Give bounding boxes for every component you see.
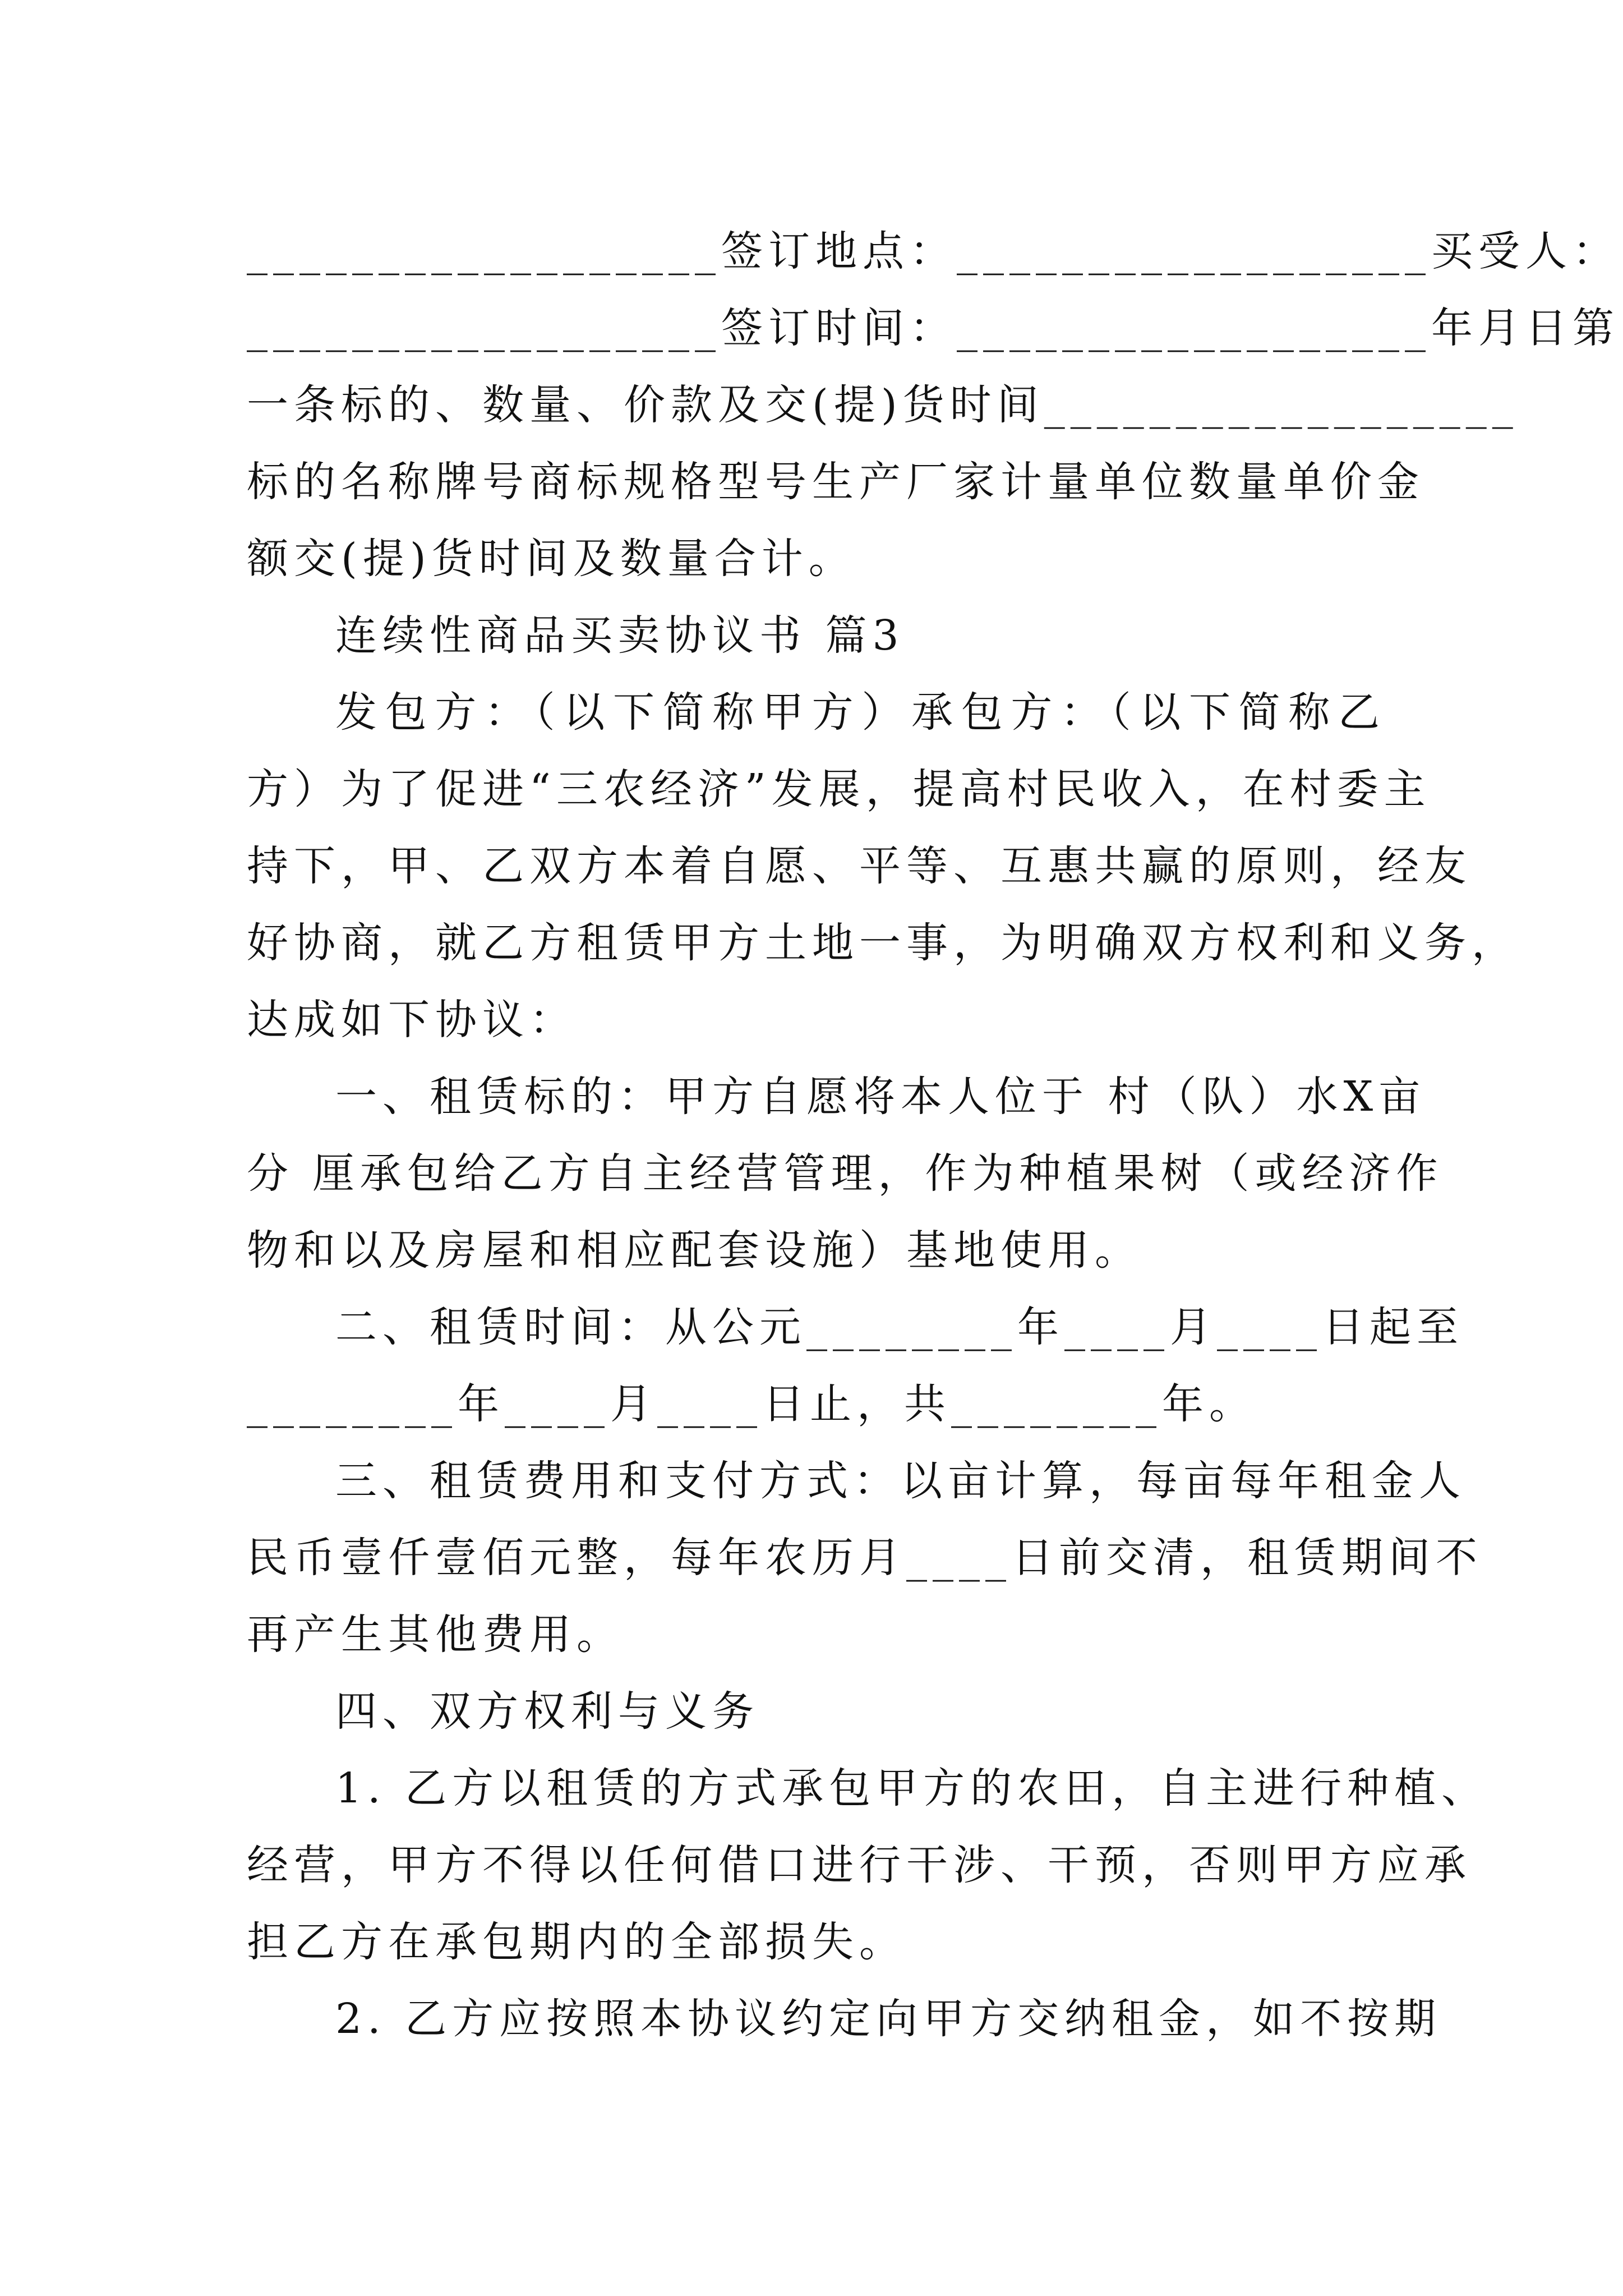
text-line: 二、租赁时间：从公元________年____月____日起至 bbox=[335, 1303, 1464, 1351]
section-title: 连续性商品买卖协议书 篇3 bbox=[335, 611, 905, 660]
text-line: 持下，甲、乙双方本着自愿、平等、互惠共赢的原则，经友 bbox=[247, 842, 1472, 890]
text-line: 再产生其他费用。 bbox=[247, 1611, 624, 1659]
text-line: 方）为了促进“三农经济”发展，提高村民收入，在村委主 bbox=[247, 765, 1431, 813]
text-line: __________________签订时间：__________________年月日第 bbox=[247, 304, 1620, 352]
text-line: 物和以及房屋和相应配套设施）基地使用。 bbox=[247, 1226, 1142, 1274]
text-line: 三、租赁费用和支付方式：以亩计算，每亩每年租金人 bbox=[335, 1457, 1466, 1505]
text-line: 达成如下协议： bbox=[247, 996, 577, 1044]
text-line: 民币壹仟壹佰元整，每年农历月____日前交清，租赁期间不 bbox=[247, 1534, 1483, 1582]
text-line: ________年____月____日止，共________年。 bbox=[247, 1380, 1256, 1428]
text-line: __________________签订地点：__________________买受人： bbox=[247, 227, 1620, 275]
text-line: 2. 乙方应按照本协议约定向甲方交纳租金，如不按期 bbox=[335, 1995, 1442, 2043]
document-page bbox=[247, 213, 1620, 2058]
text-line: 好协商，就乙方租赁甲方土地一事，为明确双方权利和义务， bbox=[247, 919, 1519, 967]
text-line: 一、租赁标的：甲方自愿将本人位于 村（队）水X亩 bbox=[335, 1073, 1426, 1121]
text-line: 额交(提)货时间及数量合计。 bbox=[247, 535, 856, 583]
text-line: 担乙方在承包期内的全部损失。 bbox=[247, 1918, 906, 1966]
text-line: 一条标的、数量、价款及交(提)货时间__________________ bbox=[247, 381, 1519, 429]
text-line: 分 厘承包给乙方自主经营管理，作为种植果树（或经济作 bbox=[247, 1149, 1444, 1198]
text-line: 发包方：（以下简称甲方）承包方：（以下简称乙 bbox=[335, 688, 1385, 737]
text-line: 标的名称牌号商标规格型号生产厂家计量单位数量单价金 bbox=[247, 458, 1424, 506]
text-line: 经营，甲方不得以任何借口进行干涉、干预，否则甲方应承 bbox=[247, 1841, 1472, 1889]
section-heading: 四、双方权利与义务 bbox=[335, 1687, 759, 1736]
text-line: 1. 乙方以租赁的方式承包甲方的农田，自主进行种植、 bbox=[335, 1764, 1489, 1812]
